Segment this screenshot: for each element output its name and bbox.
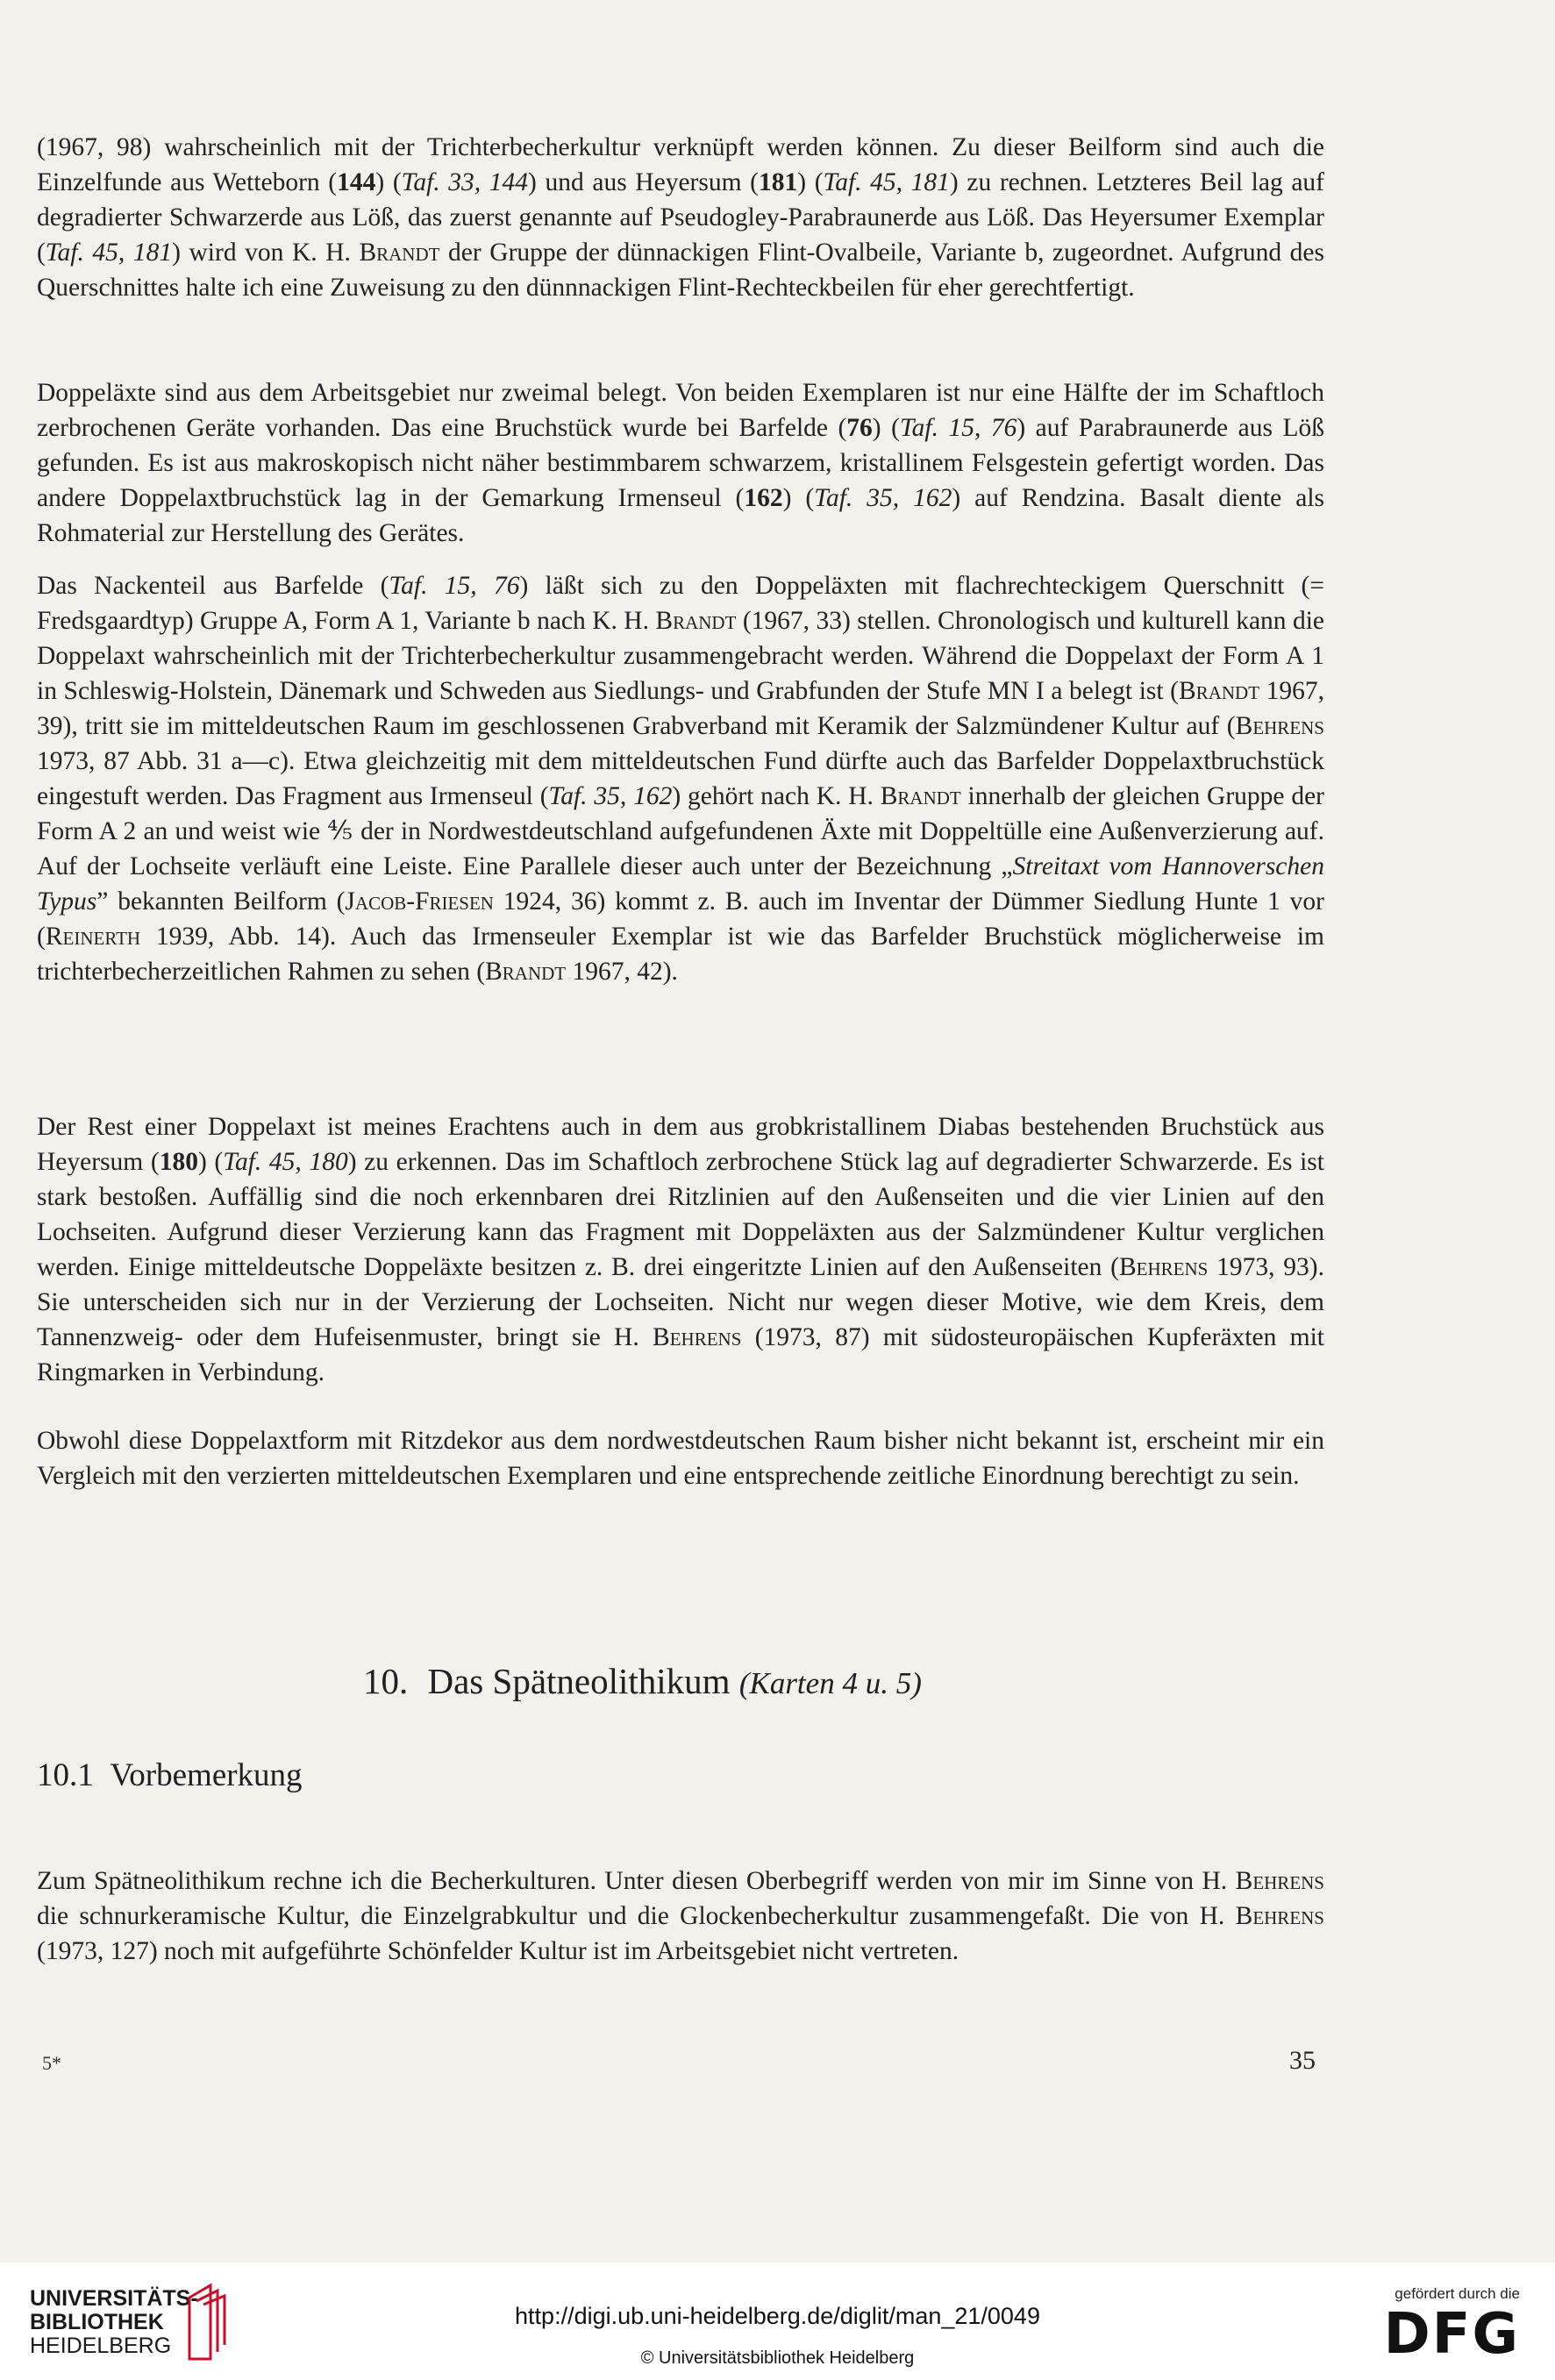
text-run: ) gehört nach K. H.	[672, 782, 881, 810]
text-run: Behrens	[1118, 1253, 1209, 1281]
text-run: die schnurkeramische Kultur, die Einzelgrabkultur und die Glockenbecherkultur zusammengefaßt. Die von H.	[37, 1902, 1236, 1930]
text-run: 180	[159, 1148, 198, 1176]
text-run: ” bekannten Beilform (	[96, 887, 346, 916]
section-number: 10.1	[37, 1757, 94, 1793]
text-run: (1967, 33) stellen. Chronologisch und kulturell kann die Doppelaxt wahrscheinlich mit der Trichterbecherkultur zusammengebracht werden. Während die Doppelaxt der Form A 1 in Schleswig-Holstein, Dänemark und Schweden aus Siedlungs- und Grabfunden der Stufe MN I a belegt ist (	[37, 607, 1325, 705]
text-run: ) (	[375, 168, 402, 196]
funded-by-caption: gefördert durch die	[1395, 2285, 1520, 2302]
text-run: Taf. 15, 76	[899, 414, 1017, 442]
chapter-number: 10.	[363, 1661, 409, 1701]
text-run: Behrens	[1235, 1867, 1324, 1895]
chapter-heading	[363, 1660, 922, 1702]
text-run: Zum Spätneolithikum rechne ich die Becherkulturen. Unter diesen Oberbegriff werden von mir im Sinne von H.	[37, 1867, 1236, 1895]
chapter-subtitle: (Karten 4 u. 5)	[738, 1666, 922, 1700]
library-name-line3: HEIDELBERG	[30, 2334, 172, 2358]
library-name-line2: BIBLIOTHEK	[30, 2310, 164, 2334]
page-number: 35	[1289, 2046, 1316, 2075]
text-run: Obwohl diese Doppelaxtform mit Ritzdekor aus dem nordwestdeutschen Raum bisher nicht bekannt ist, erscheint mir ein Vergleich mit den verzierten mitteldeutschen Exemplaren und eine entsprechende zeitliche Einordnung berechtigt zu sein.	[37, 1427, 1324, 1490]
text-run: Brandt	[1179, 677, 1260, 705]
copyright-notice: © Universitätsbibliothek Heidelberg	[640, 2348, 915, 2368]
text-run: Behrens	[1235, 1902, 1324, 1930]
text-run: ) auf Rendzina. Basalt diente als Rohmaterial zur Herstellung des Gerätes.	[37, 484, 1324, 547]
text-run: Taf. 45, 181	[45, 239, 173, 267]
text-run: innerhalb der gleichen Gruppe der Form A 2 an und weist wie ⅘ der in Nordwestdeutschland aufgefundenen Äxte mit Doppeltülle eine Außenverzierung auf. Auf der Lochseite verläuft eine Leiste. Eine Parallele dieser auch unter der Bezeichnung „	[37, 782, 1325, 880]
text-run: (1967, 98) wahrscheinlich mit der Trichterbecherkultur verknüpft werden können. Zu dieser Beilform sind auch die Einzelfunde aus Wetteborn (	[37, 133, 1324, 196]
text-run: 1939, Abb. 14). Auch das Irmenseuler Exemplar ist wie das Barfelder Bruchstück möglicherweise im trichterbecherzeitlichen Rahmen zu sehen (	[37, 923, 1324, 986]
text-run: 1973, 87 Abb. 31 a—c). Etwa gleichzeitig mit dem mitteldeutschen Fund dürfte auch das Barfelder Doppelaxtbruchstück eingestuft werden. Das Fragment aus Irmenseul (	[37, 747, 1324, 810]
text-run: 144	[337, 168, 376, 196]
text-run: der Gruppe der dünnackigen Flint-Ovalbeile, Variante b, zugeordnet. Aufgrund des Querschnittes halte ich eine Zuweisung zu den dünnnackigen Flint-Rechteckbeilen für eher gerechtfertigt.	[37, 239, 1324, 302]
digitization-footer	[0, 2262, 1555, 2380]
text-run: 1973, 93). Sie unterscheiden sich nur in der Verzierung der Lochseiten. Nicht nur wegen dieser Motive, wie dem Kreis, dem Tannenzweig- oder dem Hufeisenmuster, bringt sie H.	[37, 1253, 1325, 1351]
chapter-title: Das Spätneolithikum	[427, 1661, 731, 1701]
paragraph-5	[37, 1423, 1324, 1493]
text-run: Taf. 35, 162	[814, 484, 952, 512]
text-run: Das Nackenteil aus Barfelde (	[37, 572, 389, 600]
text-run: Brandt	[655, 607, 737, 635]
text-run: Der Rest einer Doppelaxt ist meines Erachtens auch in dem aus grobkristallinem Diabas bestehenden Bruchstück aus Heyersum (	[37, 1113, 1324, 1176]
text-run: Taf. 45, 180	[223, 1148, 348, 1176]
text-run: Behrens	[1235, 712, 1324, 740]
text-run: 1967, 39), tritt sie im mitteldeutschen Raum im geschlossenen Grabverband mit Keramik der Salzmündener Kultur auf (	[37, 677, 1324, 740]
text-run: 162	[744, 484, 783, 512]
text-run: ) auf Parabraunerde aus Löß gefunden. Es ist aus makroskopisch nicht näher bestimmbarem schwarzem, kristallinem Felsgestein gefertigt worden. Das andere Doppelaxtbruchstück lag in der Gemarkung Irmenseul (	[37, 414, 1324, 512]
text-run: ) zu rechnen. Letzteres Beil lag auf degradierter Schwarzerde aus Löß, das zuerst genannte auf Pseudogley-Parabraunerde aus Löß. Das Heyersumer Exemplar (	[37, 168, 1324, 267]
text-run: ) (	[797, 168, 824, 196]
text-run: Brandt	[880, 782, 961, 810]
text-run: Streitaxt vom Hannoverschen Typus	[37, 852, 1324, 916]
text-run: Brandt	[485, 958, 567, 986]
text-run: Taf. 35, 162	[548, 782, 673, 810]
paragraph-2	[37, 375, 1324, 551]
paragraph-1	[37, 130, 1324, 305]
text-run: Doppeläxte sind aus dem Arbeitsgebiet nur zweimal belegt. Von beiden Exemplaren ist nur eine Hälfte der im Schaftloch zerbrochenen Geräte vorhanden. Das eine Bruchstück wurde bei Barfelde (	[37, 379, 1324, 442]
text-run: Reinerth	[45, 923, 141, 951]
paragraph-4	[37, 1109, 1324, 1390]
text-run: Taf. 45, 181	[823, 168, 950, 196]
text-run: 76	[846, 414, 873, 442]
signature-mark: 5*	[42, 2052, 61, 2074]
text-run: 1967, 42).	[566, 958, 678, 986]
text-run: Behrens	[653, 1323, 742, 1351]
library-name-line1: UNIVERSITÄTS-	[30, 2286, 198, 2311]
text-run: Taf. 15, 76	[389, 572, 520, 600]
section-title: Vorbemerkung	[110, 1757, 303, 1793]
text-run: 181	[759, 168, 798, 196]
text-run: ) (	[872, 414, 900, 442]
text-run: ) (	[197, 1148, 224, 1176]
permalink-url[interactable]: http://digi.ub.uni-heidelberg.de/diglit/man_21/0049	[515, 2303, 1040, 2329]
text-run: ) läßt sich zu den Doppeläxten mit flachrechteckigem Querschnitt (= Fredsgaardtyp) Gruppe A, Form A 1, Variante b nach K. H.	[37, 572, 1325, 635]
text-run: Brandt	[359, 239, 440, 267]
text-run: ) und aus Heyersum (	[528, 168, 759, 196]
text-run: Jacob-Friesen	[345, 887, 494, 916]
text-run: (1973, 87) mit südosteuropäischen Kupferäxten mit Ringmarken in Verbindung.	[37, 1323, 1324, 1386]
text-run: ) wird von K. H.	[172, 239, 360, 267]
text-run: 1924, 36) kommt z. B. auch im Inventar der Dümmer Siedlung Hunte 1 vor (	[37, 887, 1324, 951]
text-run: Taf. 33, 144	[401, 168, 529, 196]
paragraph-3	[37, 568, 1324, 989]
text-run: ) (	[782, 484, 815, 512]
dfg-logo[interactable]	[1362, 2285, 1520, 2367]
paragraph-6	[37, 1863, 1324, 1969]
section-heading	[37, 1756, 303, 1794]
dfg-logo-text: DFG	[1383, 2302, 1520, 2367]
text-run: (1973, 127) noch mit aufgeführte Schönfelder Kultur ist im Arbeitsgebiet nicht vertreten.	[37, 1937, 959, 1965]
text-run: ) zu erkennen. Das im Schaftloch zerbrochene Stück lag auf degradierter Schwarzerde. Es ist stark bestoßen. Auffällig sind die noch erkennbaren drei Ritzlinien auf den Außenseiten und die vier Linien auf den Lochseiten. Aufgrund dieser Verzierung kann das Fragment mit Doppeläxten aus der Salzmündener Kultur verglichen werden. Einige mitteldeutsche Doppeläxte besitzen z. B. drei eingeritzte Linien auf den Außenseiten (	[37, 1148, 1324, 1281]
